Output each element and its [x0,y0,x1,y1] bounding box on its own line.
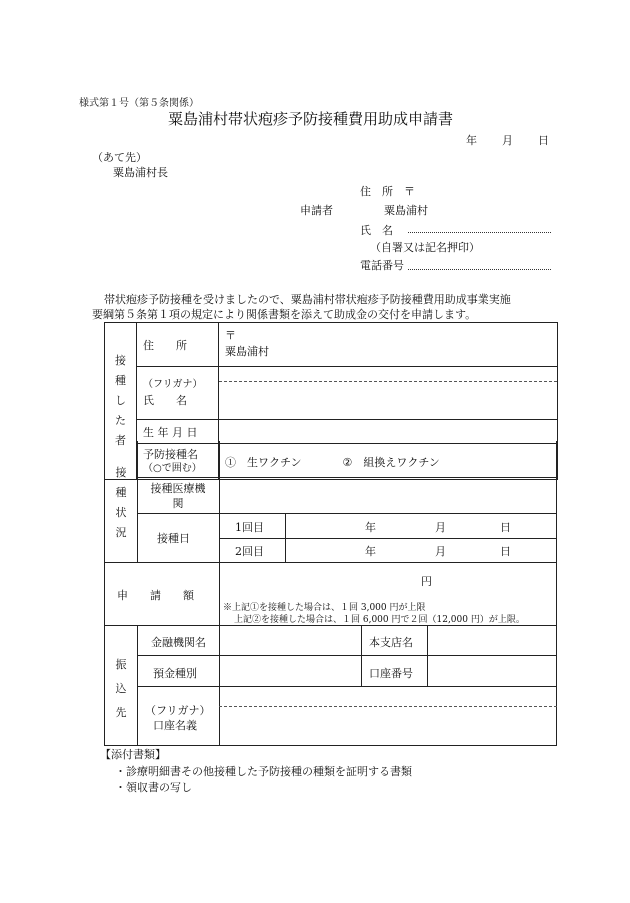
deposit-type-field[interactable] [220,656,360,685]
attachment-item: ・領収書の写し [115,781,192,794]
applicant-label: 申請者 [300,204,333,217]
bank-label: 金融機関名 [151,636,206,649]
birthdate-field[interactable] [219,420,558,444]
vaccine-option-live[interactable]: ① 生ワクチン [225,455,302,469]
seal-note: （自署又は記名押印） [370,241,480,254]
addressee-name: 粟島浦村長 [113,166,168,179]
dose2-year: 年 [365,545,376,558]
vaccinee-address: 粟島浦村 [225,345,269,358]
applicant-address-value: 粟島浦村 [384,204,428,217]
amount-note-1: ※上記①を接種した場合は、１回 3,000 円が上限 [223,603,426,613]
branch-label: 本支店名 [369,636,413,649]
dose1-label: 1回目 [235,521,264,534]
dose1-month: 月 [435,521,446,534]
date-year: 年 [466,134,477,147]
vaccine-option-recombinant[interactable]: ② 組換えワクチン [342,455,440,469]
status-section-label: 接 種 状 況 [115,466,127,539]
addressee-label: （あて先） [92,151,147,164]
attachments-heading: 【添付書類】 [100,748,166,761]
deposit-type-label: 預金種別 [153,667,197,680]
dose2-day: 日 [500,545,511,558]
vaccination-date-label: 接種日 [157,532,190,545]
body-text-line-1: 帯状疱疹予防接種を受けましたので、粟島浦村帯状疱疹予防接種費用助成事業実施 [104,293,511,306]
dose1-day: 日 [500,521,511,534]
address-label-cell: 住 所 [137,323,219,367]
vaccinee-name-cell[interactable] [219,367,558,420]
account-furigana-field[interactable] [220,687,556,705]
body-text-line-2: 要綱第５条第１項の規定により関係書類を添えて助成金の交付を申請します。 [92,308,477,321]
birthdate-label: 生 年 月 日 [137,420,219,444]
date-day: 日 [538,134,549,147]
page-title: 粟島浦村帯状疱疹予防接種費用助成申請書 [168,110,454,128]
name-field[interactable] [219,382,557,419]
account-number-label: 口座番号 [369,667,413,680]
account-name-label: （フリガナ） 口座名義 [145,704,211,732]
date-month: 月 [502,134,513,147]
transfer-section-label: 振 込 先 [115,658,127,719]
postal-mark: 〒 [225,329,236,342]
amount-note-2: 上記②を接種した場合は、１回 6,000 円で２回（12,000 円）が上限。 [234,615,525,625]
applicant-address-label: 住 所 〒 [360,185,415,198]
vaccine-type-label-cell: 予防接種名 （○で囲む） [137,444,219,480]
furigana-field[interactable] [219,367,557,382]
dose1-year: 年 [365,521,376,534]
amount-section [104,562,557,626]
transfer-section [104,625,557,746]
attachment-item: ・診療明細書その他接種した予防接種の種類を証明する書類 [115,765,412,778]
account-number-field[interactable] [428,656,556,685]
institution-field[interactable] [220,478,556,512]
applicant-name-field[interactable] [408,220,551,233]
vaccinee-section-label: 接 種 し た 者 [105,323,137,480]
dose2-month: 月 [435,545,446,558]
phone-label: 電話番号 [360,259,404,272]
status-section [104,441,557,563]
bank-field[interactable] [220,626,360,654]
phone-field[interactable] [408,257,551,270]
account-name-field[interactable] [220,707,556,744]
amount-label: 申 請 額 [117,589,194,602]
dose2-label: 2回目 [235,545,264,558]
branch-field[interactable] [428,626,556,654]
amount-unit[interactable]: 円 [421,575,432,588]
form-number: 様式第１号（第５条関係） [79,98,199,109]
address-value-cell[interactable] [219,323,558,367]
name-label-cell: （フリガナ） 氏 名 [137,367,219,420]
applicant-name-label: 氏 名 [360,224,393,237]
institution-label: 接種医療機 関 [150,482,206,510]
